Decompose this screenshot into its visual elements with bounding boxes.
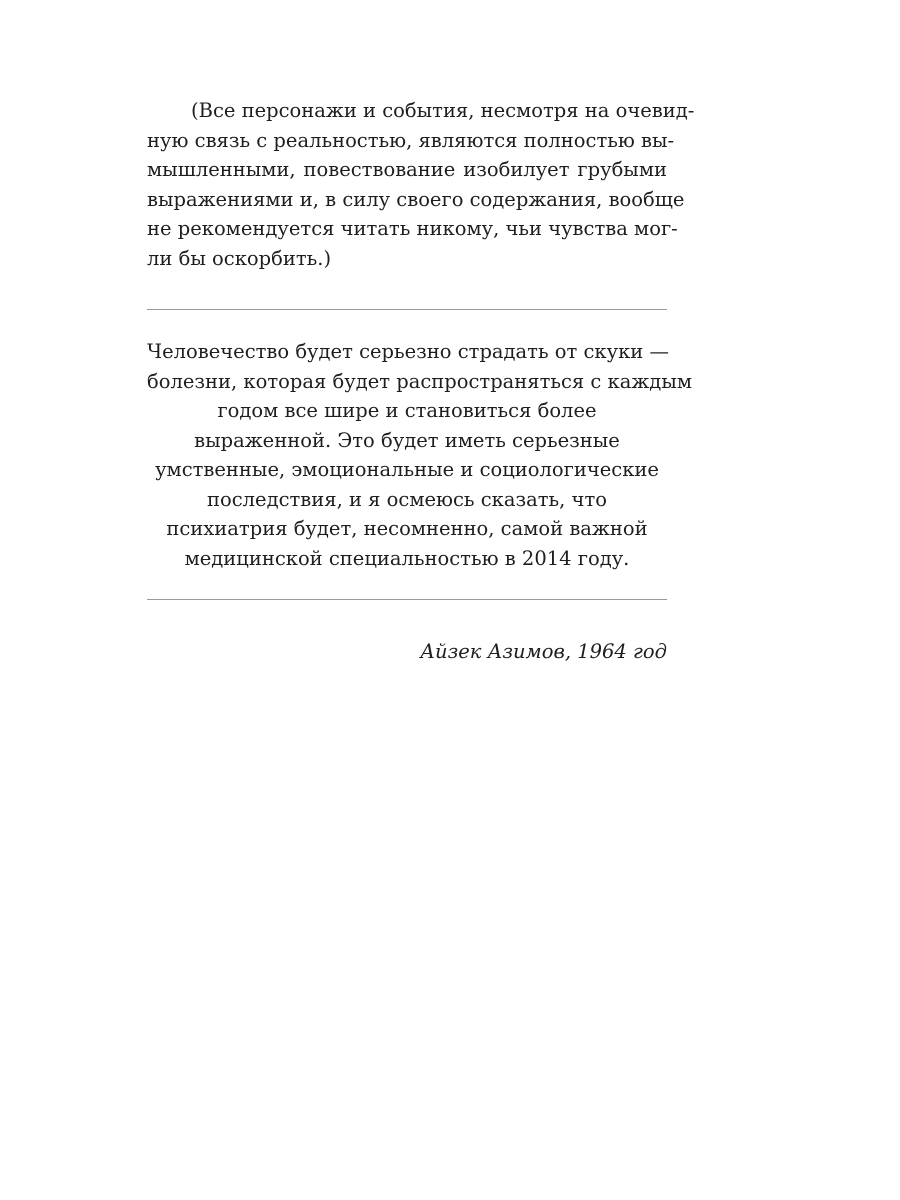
disclaimer-line: (Все персонажи и события, несмотря на очевид- xyxy=(191,99,695,122)
epigraph-attribution: Айзек Азимов, 1964 год xyxy=(420,640,667,663)
epigraph-line: болезни, которая будет распространяться с каждым xyxy=(147,369,693,393)
disclaimer-paragraph xyxy=(147,96,695,273)
epigraph-line: последствия, и я осмеюсь сказать, что xyxy=(207,487,607,511)
page-content xyxy=(147,96,695,666)
epigraph-line: медицинской специальностью в 2014 году. xyxy=(184,546,630,570)
divider-top xyxy=(147,309,667,310)
disclaimer-line: выражениями и, в силу своего содержания, вообще xyxy=(147,187,685,211)
epigraph-quote xyxy=(147,337,693,573)
epigraph-line: годом все шире и становиться более xyxy=(217,399,597,422)
epigraph-line: психиатрия будет, несомненно, самой важной xyxy=(166,517,648,540)
disclaimer-line: не рекомендуется читать никому, чьи чувства мог- xyxy=(147,217,678,240)
epigraph-line: Человечество будет серьезно страдать от скуки — xyxy=(147,340,669,363)
disclaimer-line: мышленными, повествование изобилует грубыми xyxy=(147,158,667,181)
epigraph-line: умственные, эмоциональные и социологические xyxy=(155,458,659,481)
disclaimer-line: ли бы оскорбить.) xyxy=(147,246,332,270)
epigraph-line: выраженной. Это будет иметь серьезные xyxy=(194,428,620,452)
divider-bottom xyxy=(147,599,667,600)
disclaimer-line: ную связь с реальностью, являются полностью вы- xyxy=(147,128,675,152)
